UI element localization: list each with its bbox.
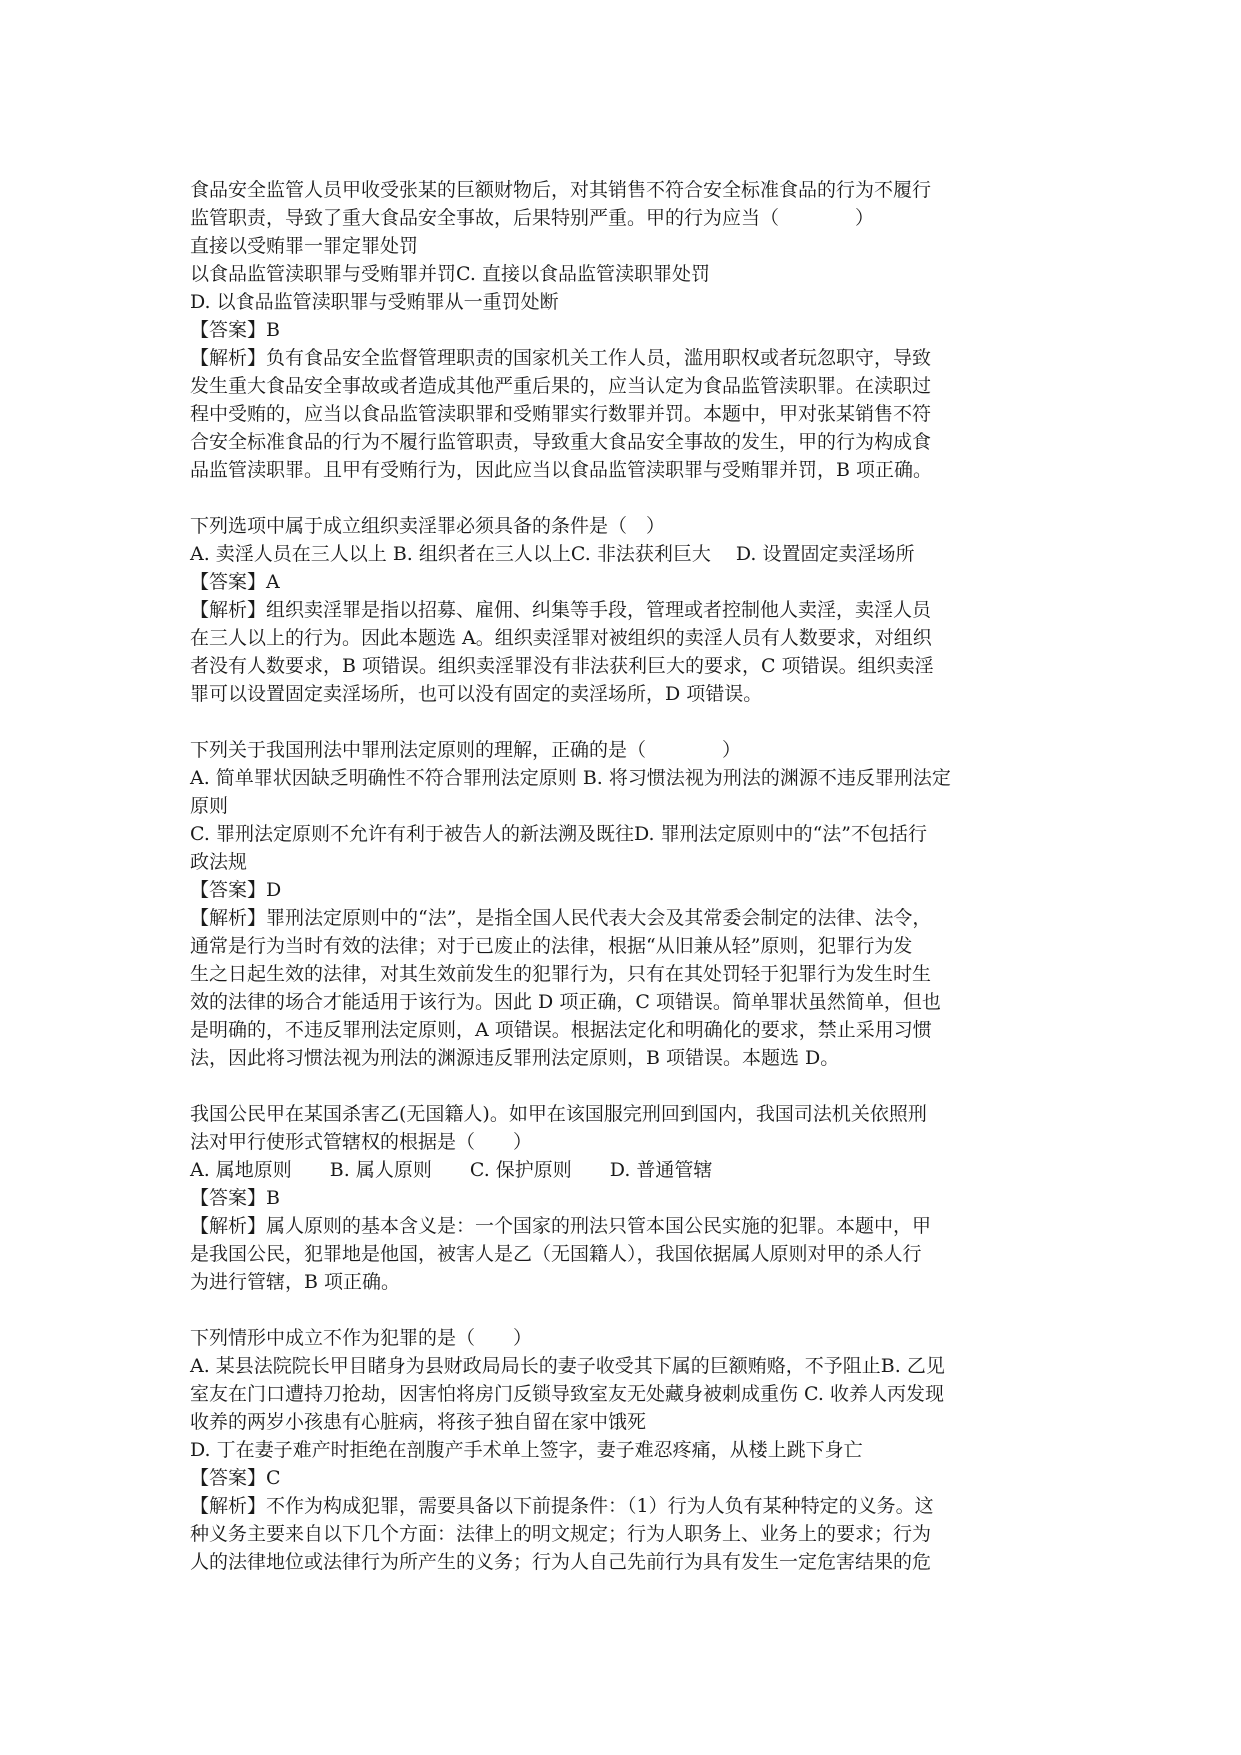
text-line: 【解析】罪刑法定原则中的“法”，是指全国人民代表大会及其常委会制定的法律、法令， (190, 907, 932, 929)
text-line: 直接以受贿罪一罪定罪处罚 (190, 235, 419, 257)
text-line: 发生重大食品安全事故或者造成其他严重后果的，应当认定为食品监管渎职罪。在渎职过 (190, 375, 932, 397)
text-line: 【解析】组织卖淫罪是指以招募、雇佣、纠集等手段，管理或者控制他人卖淫，卖淫人员 (190, 599, 932, 621)
text-line: 生之日起生效的法律，对其生效前发生的犯罪行为，只有在其处罚轻于犯罪行为发生时生 (190, 963, 932, 985)
document-page (190, 176, 1070, 1604)
text-line: 室友在门口遭持刀抢劫，因害怕将房门反锁导致室友无处藏身被刺成重伤 C. 收养人丙发现 (190, 1383, 944, 1405)
text-line: A. 某县法院院长甲目睹身为县财政局局长的妻子收受其下属的巨额贿赂，不予阻止B. 乙见 (190, 1355, 945, 1377)
text-line: 程中受贿的，应当以食品监管渎职罪和受贿罪实行数罪并罚。本题中，甲对张某销售不符 (190, 403, 932, 425)
text-line: 种义务主要来自以下几个方面：法律上的明文规定；行为人职务上、业务上的要求；行为 (190, 1523, 932, 1545)
question-block (190, 1100, 1070, 1296)
text-line: A. 属地原则 B. 属人原则 C. 保护原则 D. 普通管辖 (190, 1159, 713, 1181)
text-line: 罪可以设置固定卖淫场所，也可以没有固定的卖淫场所，D 项错误。 (190, 683, 763, 705)
text-line: 人的法律地位或法律行为所产生的义务；行为人自己先前行为具有发生一定危害结果的危 (190, 1551, 932, 1573)
text-line: 是明确的，不违反罪刑法定原则，A 项错误。根据法定化和明确化的要求，禁止采用习惯 (190, 1019, 932, 1041)
text-line: 监管职责，导致了重大食品安全事故，后果特别严重。甲的行为应当（ ） (190, 207, 875, 229)
text-line: 效的法律的场合才能适用于该行为。因此 D 项正确，C 项错误。简单罪状虽然简单，但也 (190, 991, 941, 1013)
text-line: 法对甲行使形式管辖权的根据是（ ） (190, 1131, 533, 1153)
text-line: 合安全标准食品的行为不履行监管职责，导致重大食品安全事故的发生，甲的行为构成食 (190, 431, 932, 453)
text-line: 【答案】C (190, 1467, 281, 1489)
text-line: 【解析】负有食品安全监督管理职责的国家机关工作人员，滥用职权或者玩忽职守，导致 (190, 347, 932, 369)
text-line: 【答案】B (190, 1187, 280, 1209)
text-line: 品监管渎职罪。且甲有受贿行为，因此应当以食品监管渎职罪与受贿罪并罚，B 项正确。 (190, 459, 933, 481)
text-line: 下列关于我国刑法中罪刑法定原则的理解，正确的是（ ） (190, 739, 742, 761)
text-line: A. 简单罪状因缺乏明确性不符合罪刑法定原则 B. 将习惯法视为刑法的渊源不违反罪刑法定 (190, 767, 951, 789)
text-line: A. 卖淫人员在三人以上 B. 组织者在三人以上C. 非法获利巨大 D. 设置固定卖淫场所 (190, 543, 915, 565)
text-line: 者没有人数要求，B 项错误。组织卖淫罪没有非法获利巨大的要求，C 项错误。组织卖淫 (190, 655, 934, 677)
text-line: 【答案】B (190, 319, 280, 341)
text-line: D. 以食品监管渎职罪与受贿罪从一重罚处断 (190, 291, 559, 313)
text-line: 法，因此将习惯法视为刑法的渊源违反罪刑法定原则，B 项错误。本题选 D。 (190, 1047, 840, 1069)
text-line: 【解析】不作为构成犯罪，需要具备以下前提条件：（1）行为人负有某种特定的义务。这 (190, 1495, 934, 1517)
text-line: 为进行管辖，B 项正确。 (190, 1271, 401, 1293)
text-line: 在三人以上的行为。因此本题选 A。组织卖淫罪对被组织的卖淫人员有人数要求，对组织 (190, 627, 932, 649)
text-line: 下列选项中属于成立组织卖淫罪必须具备的条件是（ ） (190, 515, 666, 537)
question-block (190, 176, 1070, 484)
text-line: 原则 (190, 795, 229, 817)
text-line: 下列情形中成立不作为犯罪的是（ ） (190, 1327, 533, 1349)
text-line: 以食品监管渎职罪与受贿罪并罚C. 直接以食品监管渎职罪处罚 (190, 263, 710, 285)
question-block (190, 512, 1070, 708)
text-line: 是我国公民，犯罪地是他国，被害人是乙（无国籍人），我国依据属人原则对甲的杀人行 (190, 1243, 922, 1265)
text-line: D. 丁在妻子难产时拒绝在剖腹产手术单上签字，妻子难忍疼痛，从楼上跳下身亡 (190, 1439, 863, 1461)
question-block (190, 1324, 1070, 1576)
text-line: 收养的两岁小孩患有心脏病，将孩子独自留在家中饿死 (190, 1411, 647, 1433)
text-line: 我国公民甲在某国杀害乙(无国籍人)。如甲在该国服完刑回到国内，我国司法机关依照刑 (190, 1103, 927, 1125)
text-line: 【解析】属人原则的基本含义是：一个国家的刑法只管本国公民实施的犯罪。本题中，甲 (190, 1215, 932, 1237)
text-line: 通常是行为当时有效的法律；对于已废止的法律，根据“从旧兼从轻”原则，犯罪行为发 (190, 935, 913, 957)
text-line: 【答案】A (190, 571, 280, 593)
text-line: 政法规 (190, 851, 248, 873)
question-block (190, 736, 1070, 1072)
text-line: C. 罪刑法定原则不允许有利于被告人的新法溯及既往D. 罪刑法定原则中的“法”不包括行 (190, 823, 928, 845)
text-line: 食品安全监管人员甲收受张某的巨额财物后，对其销售不符合安全标准食品的行为不履行 (190, 179, 932, 201)
text-line: 【答案】D (190, 879, 282, 901)
